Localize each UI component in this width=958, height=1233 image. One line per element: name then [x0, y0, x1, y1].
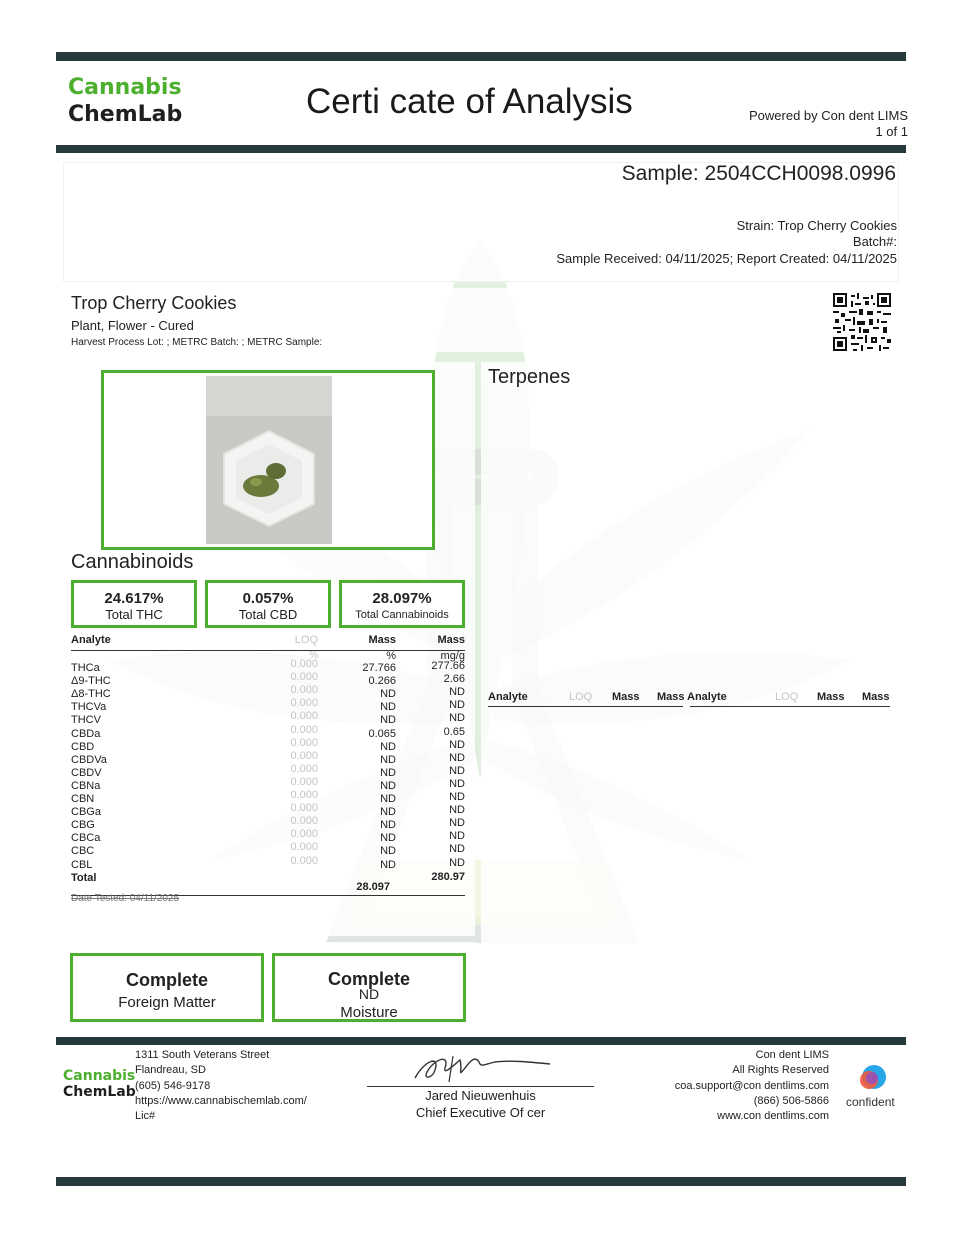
powered-by: Powered by Con dent LIMS: [749, 108, 908, 123]
sample-photo: [206, 376, 332, 544]
analyte-mass-pct: 27.766: [362, 662, 396, 674]
col-loq: LOQ: [294, 634, 318, 646]
terp-col-analyte-2: Analyte: [687, 691, 727, 703]
analyte-mass-mg: ND: [449, 777, 465, 790]
cannabinoid-rows: [71, 658, 465, 876]
signer-title: Chief Executive Of cer: [415, 1105, 546, 1120]
lims-email[interactable]: coa.support@con dentlims.com: [674, 1079, 829, 1092]
address-line1: 1311 South Veterans Street: [135, 1049, 270, 1061]
product-type: Plant, Flower - Cured: [71, 318, 194, 333]
cannabinoids-heading: Cannabinoids: [71, 551, 194, 573]
table-header-rule: [71, 650, 465, 651]
page-title: Certi cate of Analysis: [306, 82, 633, 121]
total-cbd-box: [205, 580, 331, 628]
analyte-name: CBDVa: [71, 753, 107, 766]
qr-code: [833, 293, 891, 351]
analyte-mass-mg: ND: [449, 738, 465, 751]
moisture-value: ND: [358, 986, 380, 1002]
logo-chemlab: ChemLab: [68, 102, 183, 127]
lims-contact-block: [675, 1048, 829, 1124]
product-name: Trop Cherry Cookies: [71, 293, 237, 313]
analyte-name: CBGa: [71, 806, 101, 819]
analyte-mass-mg: ND: [449, 751, 465, 764]
lims-rights: All Rights Reserved: [732, 1064, 829, 1077]
analyte-mass-mg: ND: [449, 804, 465, 817]
terp-col-analyte-1: Analyte: [488, 691, 528, 703]
analyte-loq: 0.000: [290, 723, 318, 736]
analyte-mass-pct: ND: [380, 766, 396, 779]
analyte-name: CBDV: [71, 766, 102, 779]
analyte-name: CBCa: [71, 832, 101, 845]
page-number: 1 of 1: [875, 124, 908, 139]
analyte-name: CBDa: [71, 727, 101, 740]
total-cbd-value: 0.057%: [242, 590, 294, 607]
analyte-mass-pct: ND: [380, 714, 396, 727]
total-label: Total: [71, 872, 97, 884]
analyte-loq: 0.000: [290, 762, 318, 775]
unit-mass-mg: mg/g: [440, 650, 465, 662]
total-cannabinoids-label: Total Cannabinoids: [355, 609, 449, 621]
analyte-mass-pct: ND: [380, 832, 396, 845]
signature: [405, 1050, 555, 1086]
foreign-matter-box: [70, 953, 264, 1022]
analyte-name: THCVa: [71, 701, 107, 714]
terp-col-mass-1a: Mass: [612, 691, 640, 703]
analyte-mass-mg: ND: [449, 712, 465, 725]
lot-info: Harvest Process Lot: ; METRC Batch: ; METRC Sample:: [71, 337, 323, 348]
analyte-mass-mg: ND: [449, 699, 465, 712]
total-pct: 28.097: [356, 881, 390, 893]
foreign-matter-label: Foreign Matter: [118, 994, 216, 1011]
analyte-mass-pct: ND: [380, 858, 396, 871]
analyte-mass-pct: ND: [380, 701, 396, 714]
analyte-loq: 0.000: [290, 815, 318, 828]
lims-website[interactable]: www.con dentlims.com: [717, 1110, 829, 1123]
analyte-mass-pct: ND: [380, 806, 396, 819]
analyte-loq: 0.000: [290, 736, 318, 749]
foreign-matter-status: Complete: [125, 970, 208, 990]
analyte-mass-pct: ND: [380, 688, 396, 701]
footer-logo-chemlab: ChemLab: [63, 1084, 136, 1100]
analyte-name: CBL: [71, 858, 93, 871]
total-thc-label: Total THC: [105, 607, 163, 622]
terp-col-mass-1b: Mass: [657, 691, 685, 703]
moisture-label: Moisture: [340, 1004, 398, 1021]
analyte-mass-mg: ND: [449, 856, 465, 869]
analyte-loq: 0.000: [290, 828, 318, 841]
total-thc-value: 24.617%: [104, 590, 164, 607]
analyte-name: Δ9-THC: [71, 675, 111, 688]
analyte-name: THCV: [71, 714, 101, 727]
analyte-mass-mg: ND: [449, 686, 465, 699]
unit-mass-pct: %: [386, 650, 396, 662]
analyte-mass-pct: 0.266: [368, 675, 396, 688]
signature-line: [367, 1086, 594, 1087]
date-tested: Date Tested: 04/11/2025: [71, 893, 180, 904]
confident-logo-text: confident: [846, 1095, 895, 1109]
signer-name: Jared Nieuwenhuis: [425, 1088, 536, 1103]
logo-cannabis: Cannabis: [68, 75, 182, 100]
total-cbd-label: Total CBD: [238, 607, 298, 622]
col-analyte: Analyte: [71, 634, 111, 646]
analyte-name: CBD: [71, 740, 95, 753]
total-cannabinoids-value: 28.097%: [372, 590, 432, 607]
analyte-loq: 0.000: [290, 841, 318, 854]
analyte-loq: 0.000: [290, 710, 318, 723]
analyte-mass-pct: ND: [380, 845, 396, 858]
analyte-mass-mg: ND: [449, 791, 465, 803]
analyte-mass-mg: 0.65: [443, 725, 465, 738]
analyte-mass-pct: ND: [380, 793, 396, 805]
sample-id: Sample: 2504CCH0098.0996: [621, 162, 896, 185]
analyte-name: THCa: [71, 662, 100, 674]
analyte-name: CBC: [71, 845, 95, 858]
analyte-name: CBN: [71, 793, 95, 805]
analyte-mass-pct: ND: [380, 753, 396, 766]
analyte-name: CBG: [71, 819, 95, 832]
analyte-loq: 0.000: [290, 802, 318, 815]
moisture-status: Complete: [327, 969, 410, 989]
analyte-loq: 0.000: [290, 789, 318, 801]
total-cannabinoids-box: [339, 580, 465, 628]
terp-rule-2: [690, 706, 890, 707]
analyte-loq: 0.000: [290, 775, 318, 788]
terp-col-mass-2b: Mass: [862, 691, 890, 703]
total-mg: 280.97: [431, 871, 465, 883]
lab-phone: (605) 546-9178: [135, 1079, 211, 1092]
lab-address-block: [135, 1048, 307, 1124]
analyte-name: Δ8-THC: [71, 688, 111, 701]
analyte-loq: 0.000: [290, 854, 318, 867]
confident-logo-icon: [856, 1063, 890, 1095]
analyte-mass-mg: ND: [449, 843, 465, 856]
analyte-name: CBNa: [71, 779, 101, 792]
footer-logo-cannabis: Cannabis: [63, 1068, 136, 1084]
analyte-loq: 0.000: [290, 684, 318, 697]
analyte-mass-mg: 277.66: [431, 660, 465, 672]
terp-col-loq-2: LOQ: [775, 691, 799, 703]
sample-received: Sample Received: 04/11/2025; Report Created: 04/11/2025: [556, 251, 897, 266]
analyte-loq: 0.000: [290, 697, 318, 710]
terp-col-loq-1: LOQ: [569, 691, 593, 703]
unit-loq: %: [309, 650, 318, 661]
analyte-mass-mg: ND: [449, 817, 465, 830]
analyte-loq: 0.000: [290, 671, 318, 684]
total-thc-box: [71, 580, 197, 628]
analyte-loq: 0.000: [290, 658, 318, 670]
col-mass-mg: Mass: [437, 634, 465, 646]
analyte-mass-mg: 2.66: [443, 673, 465, 686]
lab-website[interactable]: https://www.cannabischemlab.com/: [135, 1094, 307, 1107]
analyte-loq: 0.000: [290, 749, 318, 762]
analyte-mass-pct: ND: [380, 819, 396, 832]
lims-phone: (866) 506-5866: [753, 1094, 829, 1107]
address-line2: Flandreau, SD: [135, 1064, 206, 1077]
analyte-mass-mg: ND: [449, 764, 465, 777]
lims-name: Con dent LIMS: [755, 1049, 829, 1061]
header-divider: [56, 145, 906, 153]
terp-col-mass-2a: Mass: [817, 691, 845, 703]
batch-number: Batch#:: [852, 234, 897, 249]
col-mass-pct: Mass: [368, 634, 396, 646]
analyte-mass-pct: ND: [380, 740, 396, 753]
lab-license: Lic#: [135, 1110, 156, 1123]
analyte-mass-mg: ND: [449, 830, 465, 843]
analyte-mass-pct: ND: [380, 779, 396, 792]
bottom-bar: [56, 1177, 906, 1186]
footer-divider: [56, 1037, 906, 1045]
strain: Strain: Trop Cherry Cookies: [736, 218, 897, 233]
analyte-mass-pct: 0.065: [368, 727, 396, 740]
terpenes-heading: Terpenes: [488, 366, 571, 388]
terp-rule-1: [488, 706, 683, 707]
moisture-box: [272, 953, 466, 1022]
top-bar: [56, 52, 906, 61]
